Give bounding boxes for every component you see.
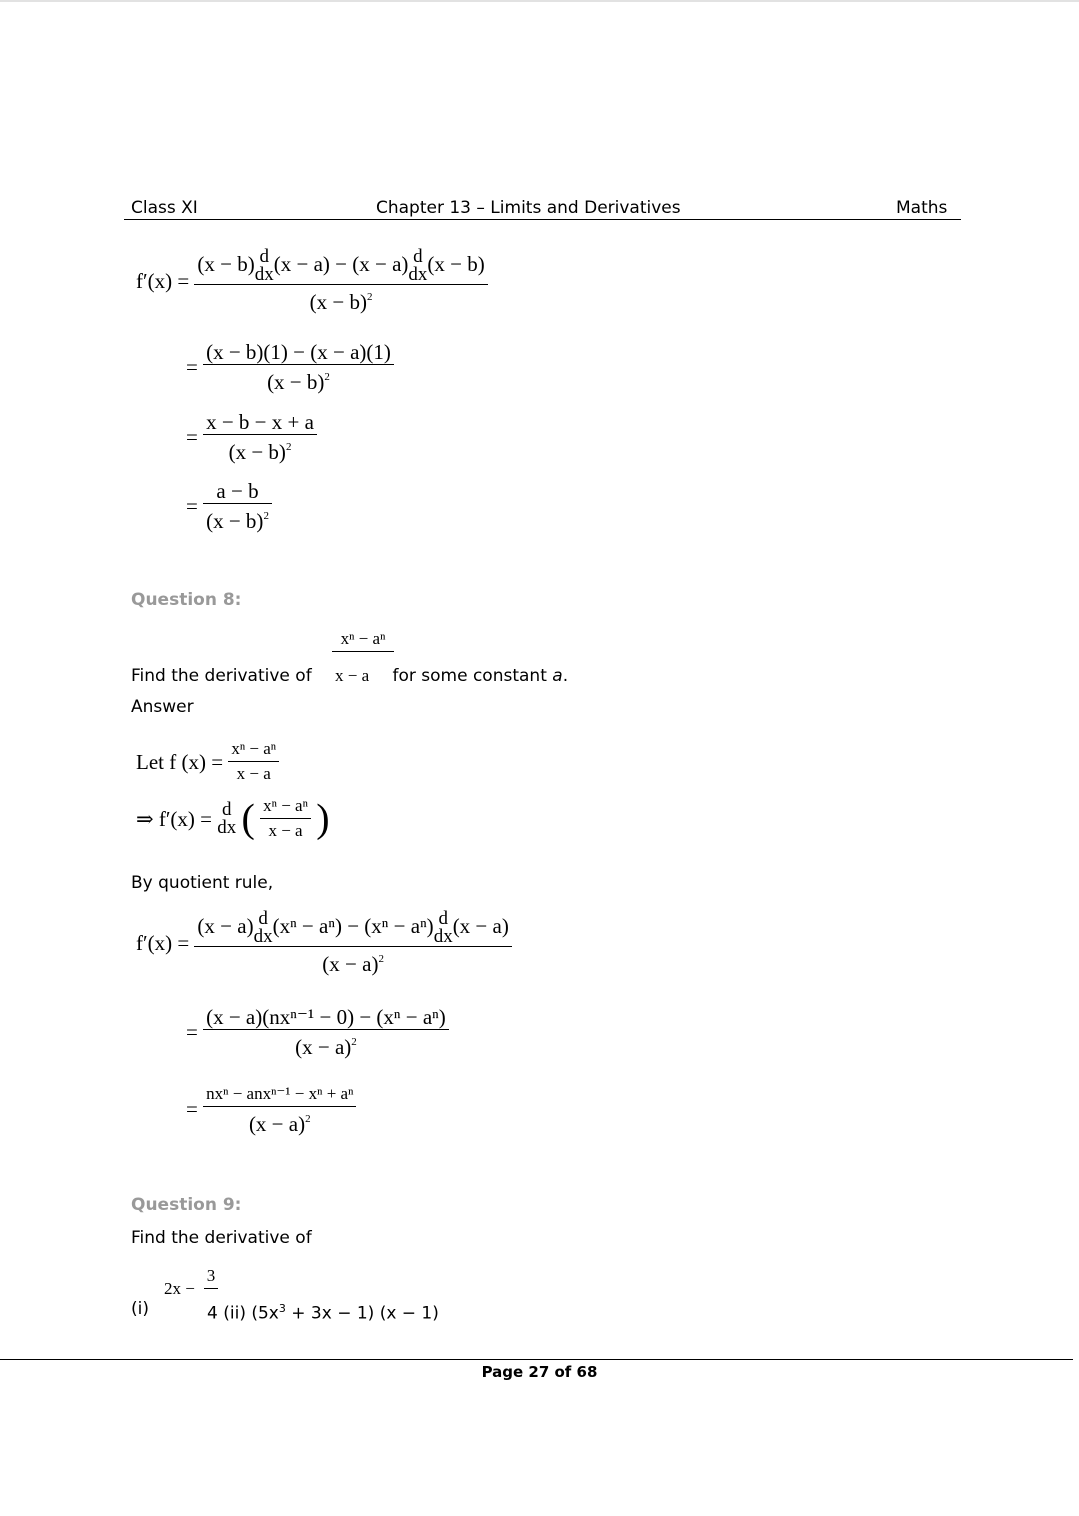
q7-equation-line2: = $\frac{(x - b)(1) - (x - a)(1)}{(x - b)^2}$ [186, 340, 394, 394]
answer-label: Answer [131, 697, 194, 717]
q9-part2: 4 (ii) $(5x^3 + 3x - 1) (x - 1)$ [207, 1302, 439, 1324]
quotient-rule-text: By quotient rule, [131, 873, 274, 893]
question-8-title: Question 8: [131, 590, 242, 610]
q8-step3-equation: = $\frac{\text{nxⁿ − anxⁿ⁻¹ − xⁿ + aⁿ}}{(x - a)^2}$ [186, 1082, 356, 1136]
q7-equation-line3: = $\frac{x - b - x + a}{(x - b)^2}$ [186, 410, 317, 464]
q9-part1-label: (i) [131, 1299, 149, 1319]
q9-part1-numerator: 3 [204, 1264, 218, 1289]
q8-prompt-denominator: x − a [335, 666, 370, 685]
q8-step2-equation: = $\frac{\text{(x − a)(nxⁿ⁻¹ − 0) − (xⁿ − aⁿ)}}{(x - a)^2}$ [186, 1005, 449, 1059]
header-chapter: Chapter 13 – Limits and Derivatives [376, 198, 681, 218]
header-divider [124, 219, 961, 220]
header-class: Class XI [131, 198, 198, 218]
q8-let-equation: Let f (x) = $\frac{\text{xⁿ − aⁿ}}{x - a}$ [136, 737, 279, 786]
question-9-title: Question 9: [131, 1195, 242, 1215]
q8-prompt: Find the derivative of x − a for some constant a. [131, 666, 569, 686]
footer-divider [0, 1359, 1073, 1360]
q8-prompt-numerator: xⁿ − aⁿ [332, 627, 394, 652]
q9-part1-denominator: 4 [207, 1303, 218, 1324]
q7-equation-line4: = $\frac{a - b}{(x - b)^2}$ [186, 479, 272, 533]
header-subject: Maths [896, 198, 948, 218]
page-number: Page 27 of 68 [481, 1363, 598, 1381]
q7-equation-line1: f′(x) = (x − b) d dx (x − a) − (x − a) d dx (x − b) $(x - b)^2$ [136, 248, 488, 314]
q9-part1-expression: 2x − [164, 1279, 195, 1298]
q8-step1-equation: f′(x) = (x − a) d dx (xⁿ − aⁿ) − (xⁿ − aⁿ) d dx (x − a) $(x - a)^2$ [136, 910, 512, 976]
q9-prompt: Find the derivative of [131, 1228, 312, 1248]
q8-implies-equation: ⇒ f′(x) = d dx ( $\frac{\text{xⁿ − aⁿ}}{x - a}$ ) [136, 795, 330, 841]
